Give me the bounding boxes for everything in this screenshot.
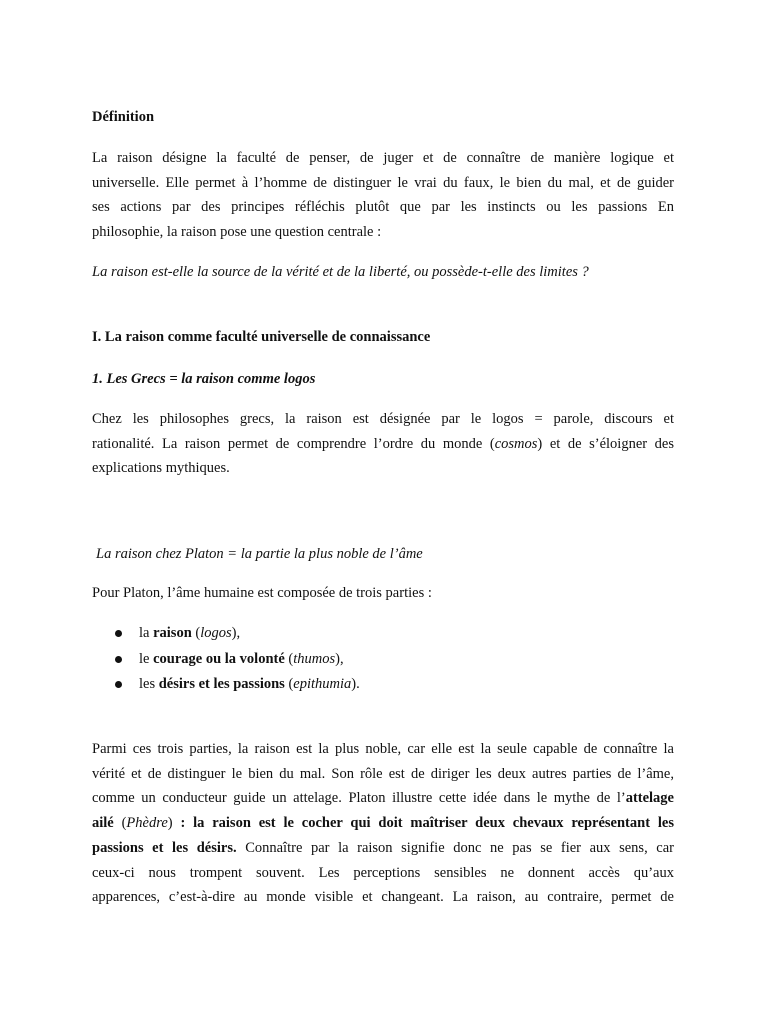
- text-line: [92, 786, 674, 811]
- text-run: les: [139, 676, 159, 692]
- italic-term: cosmos: [494, 435, 538, 452]
- text-run: Connaître par la raison signifie donc ne pas se fier aux sens, car: [236, 839, 674, 856]
- italic-term: thumos: [293, 650, 336, 667]
- text-run: comme un conducteur guide un attelage. Platon illustre cette idée dans le mythe de l’: [92, 790, 626, 807]
- bold-term: courage ou la volonté: [153, 650, 285, 667]
- text-line: [92, 432, 674, 457]
- text-run: ): [167, 815, 181, 832]
- soul-parts-list: [92, 621, 674, 698]
- text-line: La raison désigne la faculté de penser, de juger et de connaître de manière logique et: [92, 150, 674, 166]
- subsection-heading: 1. Les Grecs = la raison comme logos: [92, 371, 316, 387]
- text-run: (: [284, 650, 294, 667]
- bullet-icon: [115, 630, 122, 637]
- text-line: Chez les philosophes grecs, la raison est désignée par le logos = parole, discours et: [92, 411, 674, 427]
- definition-heading: Définition: [92, 109, 155, 125]
- list-item: [92, 647, 674, 673]
- bold-term: passions et les désirs.: [92, 839, 237, 856]
- text-line: [92, 811, 674, 836]
- section-heading: I. La raison comme faculté universelle de connaissance: [92, 329, 431, 345]
- text-line: philosophie, la raison pose une question centrale :: [92, 224, 382, 241]
- italic-term: Phèdre: [126, 815, 168, 832]
- platon-heading: La raison chez Platon = la partie la plus noble de l’âme: [96, 546, 423, 562]
- text-run: (: [191, 625, 201, 641]
- italic-term: epithumia: [293, 676, 352, 692]
- text-line: Parmi ces trois parties, la raison est la plus noble, car elle est la seule capable de connaître la: [92, 741, 674, 757]
- text-line: vérité et de distinguer le bien du mal. Son rôle est de diriger les deux autres parties de l’âme,: [92, 765, 674, 782]
- text-line: [92, 836, 674, 861]
- bullet-icon: [115, 681, 122, 688]
- bold-term: raison: [153, 625, 192, 641]
- italic-term: logos: [200, 625, 232, 641]
- text-run: ),: [231, 625, 241, 641]
- bullet-icon: [115, 656, 122, 663]
- central-question: La raison est-elle la source de la vérité et de la liberté, ou possède-t-elle des limites ?: [92, 264, 589, 280]
- text-line: apparences, c’est-à-dire au monde visible et changeant. La raison, au contraire, permet de: [92, 889, 674, 906]
- list-item: [92, 621, 674, 647]
- text-line: universelle. Elle permet à l’homme de distinguer le vrai du faux, le bien du mal, et de guider: [92, 174, 674, 191]
- text-run: (: [113, 815, 127, 832]
- text-line: explications mythiques.: [92, 460, 230, 477]
- text-line: ses actions par des principes réfléchis plutôt que par les instincts ou les passions En: [92, 199, 674, 216]
- platon-paragraph: [92, 737, 674, 910]
- list-item: [92, 672, 674, 698]
- text-run: ),: [335, 650, 344, 667]
- greeks-paragraph: [92, 407, 674, 481]
- text-run: le: [139, 650, 154, 667]
- text-line: ceux-ci nous trompent souvent. Les perceptions sensibles ne donnent accès qu’aux: [92, 864, 674, 881]
- text-run: ) et de s’éloigner des: [537, 435, 674, 452]
- bold-term: attelage: [625, 790, 674, 807]
- platon-intro: Pour Platon, l’âme humaine est composée de trois parties :: [92, 585, 432, 601]
- text-run: la: [139, 625, 154, 641]
- text-run: ).: [351, 676, 360, 692]
- bold-term: désirs et les passions: [158, 676, 285, 692]
- bold-term: ailé: [92, 815, 114, 832]
- text-run: rationalité. La raison permet de comprendre l’ordre du monde (: [92, 435, 495, 452]
- definition-paragraph: [92, 146, 674, 245]
- bold-term: : la raison est le cocher qui doit maîtriser deux chevaux représentant les: [180, 815, 674, 832]
- text-run: (: [284, 676, 294, 692]
